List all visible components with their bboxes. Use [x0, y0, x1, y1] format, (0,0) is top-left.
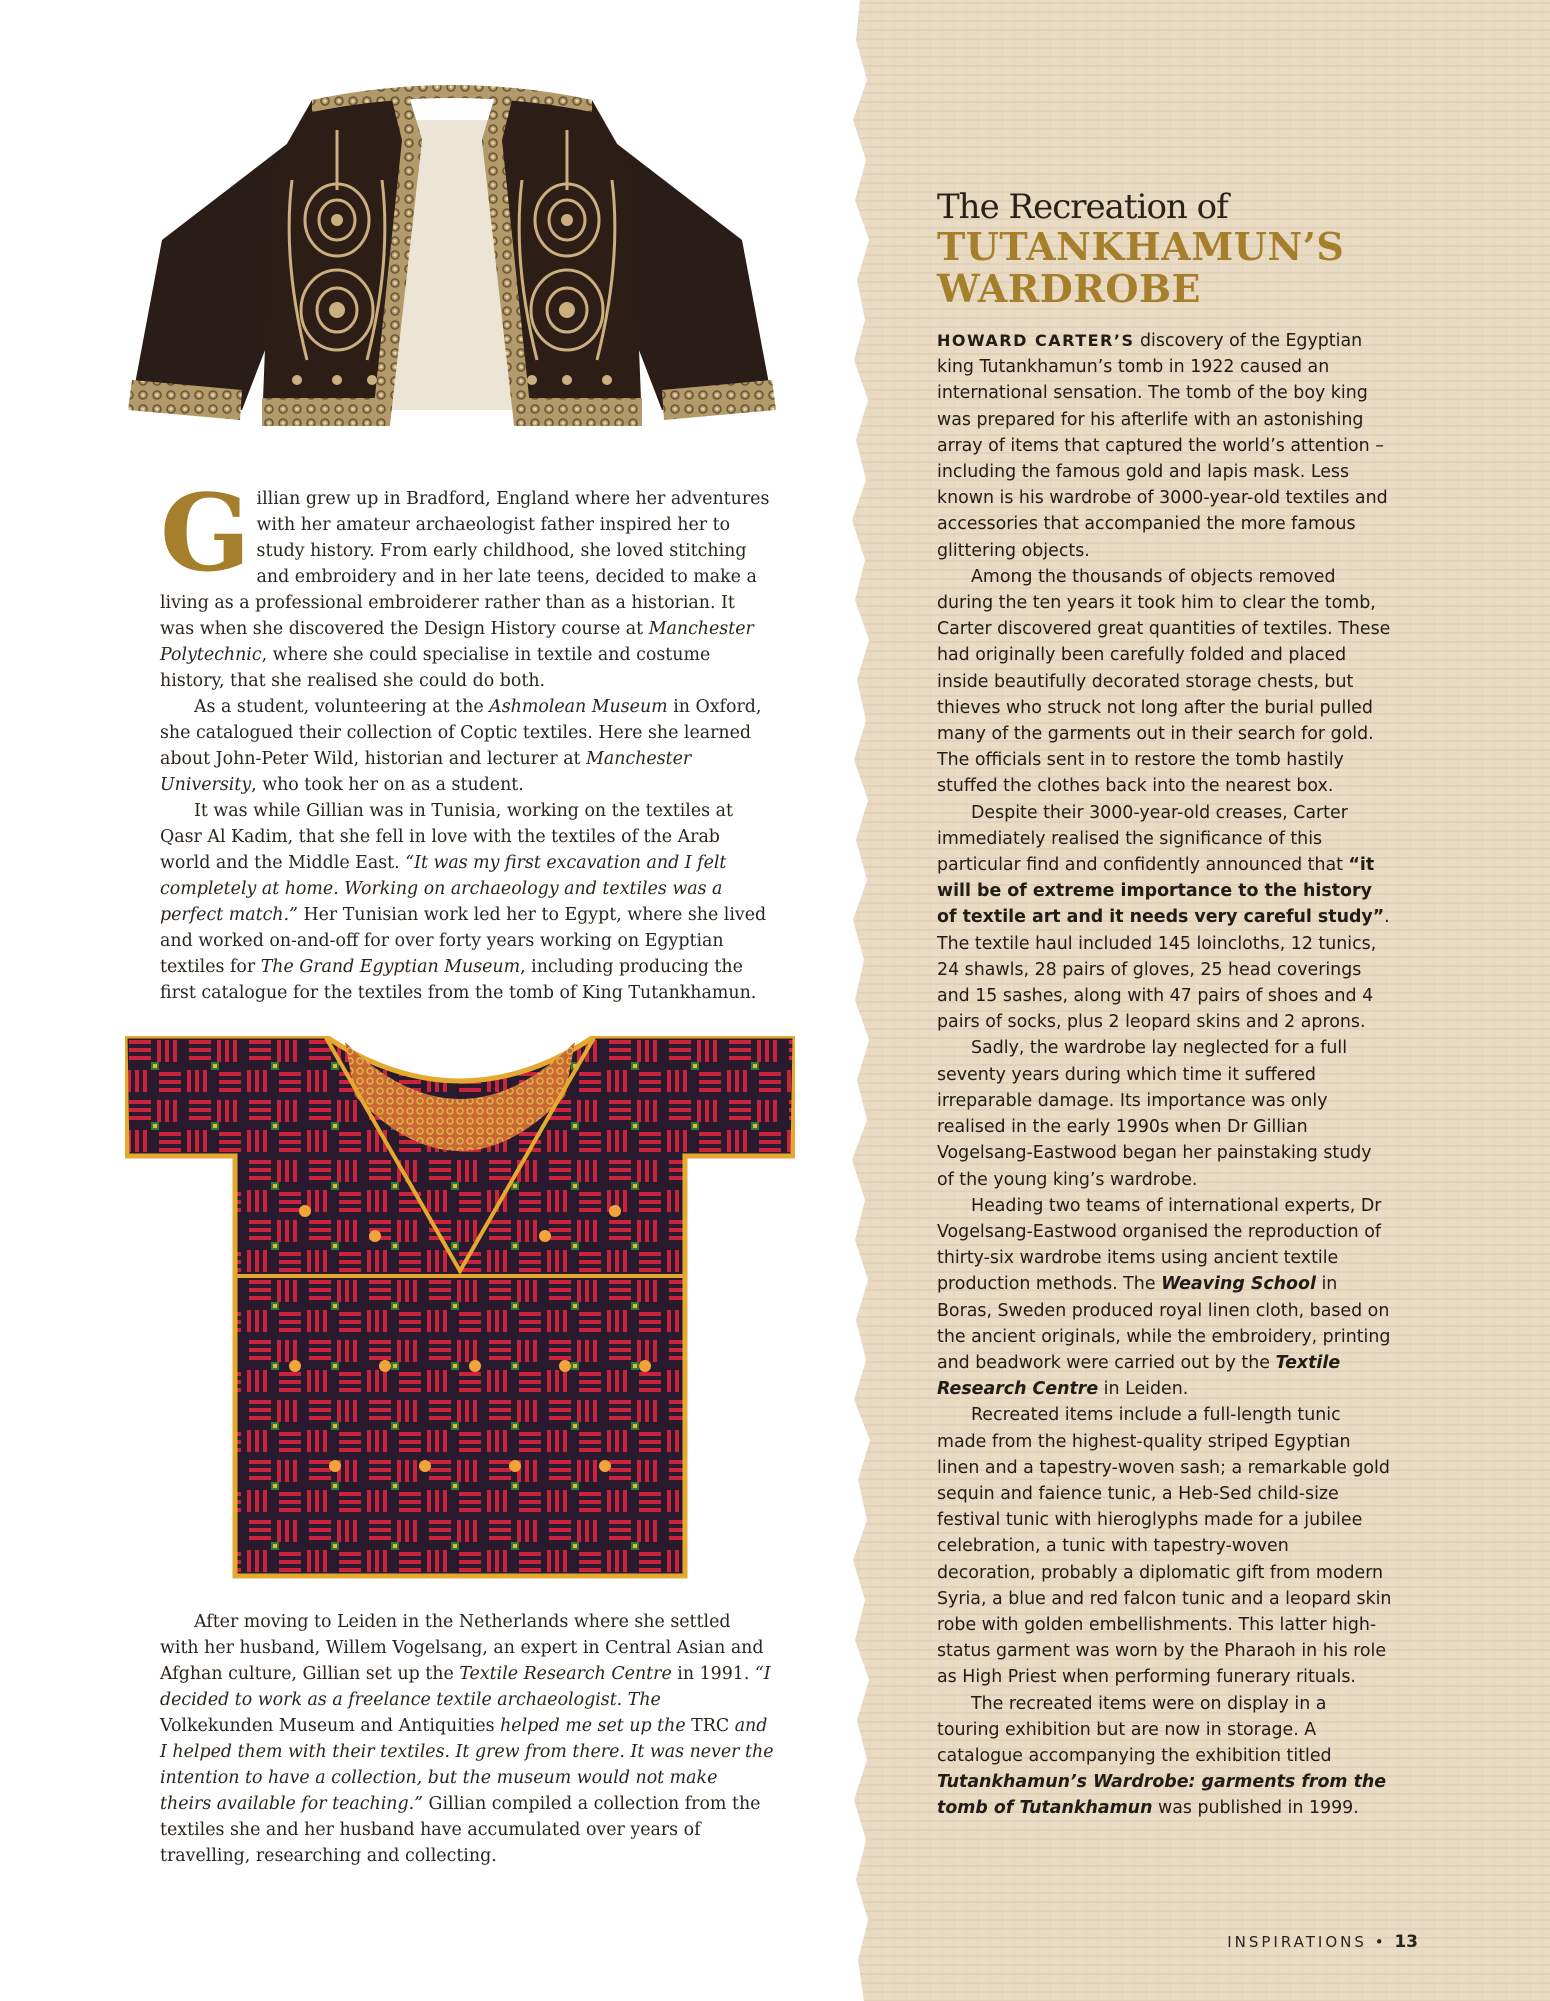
drop-cap: G [160, 470, 251, 595]
article-title-line-3: WARDROBE [937, 266, 1202, 311]
paragraph: HOWARD CARTER’S discovery of the Egyptian king Tutankhamun’s tomb in 1922 caused an international sensation. The tomb of the boy king was prepared for his afterlife with an astonishing array of items that captured the world’s attention – including the famous gold and lapis mask. Less known is his wardrobe of 3000-year-old textiles and accessories that accompanied the more famous glittering objects. [937, 331, 1388, 561]
paragraph: Despite their 3000-year-old creases, Carter immediately realised the significance of this particular find and confidently announced that “it will be of extreme importance to the history of textile art and it needs very careful study”. The textile haul included 145 loincloths, 12 tunics, 24 shawls, 28 pairs of gloves, 25 head coverings and 15 sashes, along with 47 pairs of shoes and 4 pairs of socks, plus 2 leopard skins and 2 aprons. [937, 802, 1390, 1033]
paragraph: After moving to Leiden in the Netherlands where she settled with her husband, Willem Vogelsang, an expert in Central Asian and Afghan culture, Gillian set up the Textile Research Centre in 1991. “I decided to work as a freelance textile archaeologist. The Volkekunden Museum and Antiquities helped me set up the TRC and I helped them with their textiles. It grew from there. It was never the intention to have a collection, but the museum would not make theirs available for teaching.” Gillian compiled a collection from the textiles she and her husband have accumulated over years of travelling, researching and collecting. [160, 1612, 774, 1866]
section-name: INSPIRATIONS [1227, 1933, 1367, 1951]
red-tunic-image [125, 1036, 795, 1581]
page-number: 13 [1394, 1932, 1418, 1952]
carter-quote: “it will be of extreme importance to the history of textile art and it needs very careful study” [937, 855, 1385, 928]
article-title-line-1: The Recreation of [937, 187, 1228, 227]
paragraph: Among the thousands of objects removed during the ten years it took him to clear the tomb, Carter discovered great quantities of textiles. These had originally been carefully folded and placed inside beautifully decorated storage chests, but thieves who struck not long after the burial pulled many of the garments out in their search for gold. The officials sent in to restore the tomb hastily stuffed the clothes back into the nearest box. [937, 566, 1391, 797]
paragraph: Heading two teams of international experts, Dr Vogelsang-Eastwood organised the reproduction of thirty-six wardrobe items using ancient textile production methods. The Weaving School in Boras, Sweden produced royal linen cloth, based on the ancient originals, while the embroidery, printing and beadwork were carried out by the Textile Research Centre in Leiden. [937, 1195, 1391, 1400]
embroidered-jacket-image [122, 80, 782, 460]
article-title-line-2: TUTANKHAMUN’S [937, 224, 1345, 269]
lead-in: HOWARD CARTER’S [937, 331, 1135, 350]
sidebar-article [937, 188, 1392, 1822]
page-footer [1227, 1932, 1418, 1952]
paragraph: It was while Gillian was in Tunisia, working on the textiles at Qasr Al Kadim, that she fell in love with the textiles of the Arab world and the Middle East. “It was my first excavation and I felt completely at home. Working on archaeology and textiles was a perfect match.” Her Tunisian work led her to Egypt, where she lived and worked on-and-off for over forty years working on Egyptian textiles for The Grand Egyptian Museum, including producing the first catalogue for the textiles from the tomb of King Tutankhamun. [160, 801, 767, 1003]
paragraph: Recreated items include a full-length tunic made from the highest-quality striped Egyptian linen and a tapestry-woven sash; a remarkable gold sequin and faience tunic, a Heb-Sed child-size festival tunic with hieroglyphs made for a jubilee celebration, a tunic with tapestry-woven decoration, probably a diplomatic gift from modern Syria, a blue and red falcon tunic and a leopard skin robe with golden embellishments. This latter high-status garment was worn by the Pharaoh in his role as High Priest when performing funerary rituals. [937, 1405, 1392, 1688]
biography-section-2 [160, 1609, 774, 1869]
paragraph: As a student, volunteering at the Ashmolean Museum in Oxford, she catalogued their collection of Coptic textiles. Here she learned about John-Peter Wild, historian and lecturer at Manchester University, who took her on as a student. [160, 697, 762, 795]
paragraph: Sadly, the wardrobe lay neglected for a full seventy years during which time it suffered irreparable damage. Its importance was only realised in the early 1990s when Dr Gillian Vogelsang-Eastwood began her painstaking study of the young king’s wardrobe. [937, 1038, 1372, 1190]
biography-section-1: Gillian grew up in Bradford, England where her adventures with her amateur archaeologist father inspired her to study history. From early childhood, she loved stitching and embroidery and in her late teens, decided to make a living as a professional embroiderer rather than as a historian. It was when she discovered the Design History course at Manchester Polytechnic, where she could specialise in textile and costume history, that she realised she could do both. As a student, volunteering at the Ashmolean Museum in Oxford, she catalogued their collection of Coptic textiles. Here she learned about John-Peter Wild, historian and lecturer at Manchester University, who took her on as a student. It was while Gillian was in Tunisia, working on the textiles at Qasr Al Kadim, that she fell in love with the textiles of the Arab world and the Middle East. “It was my first excavation and I felt completely at home. Working on archaeology and textiles was a perfect match.” Her Tunisian work led her to Egypt, where she lived and worked on-and-off for over forty years working on Egyptian textiles for The Grand Egyptian Museum, including producing the first catalogue for the textiles from the tomb of King Tutankhamun. [160, 486, 774, 1006]
footer-separator: • [1374, 1933, 1387, 1951]
paragraph: The recreated items were on display in a touring exhibition but are now in storage. A catalogue accompanying the exhibition titled Tutankhamun’s Wardrobe: garments from the tomb of Tutankhamun was published in 1999. [937, 1693, 1387, 1819]
